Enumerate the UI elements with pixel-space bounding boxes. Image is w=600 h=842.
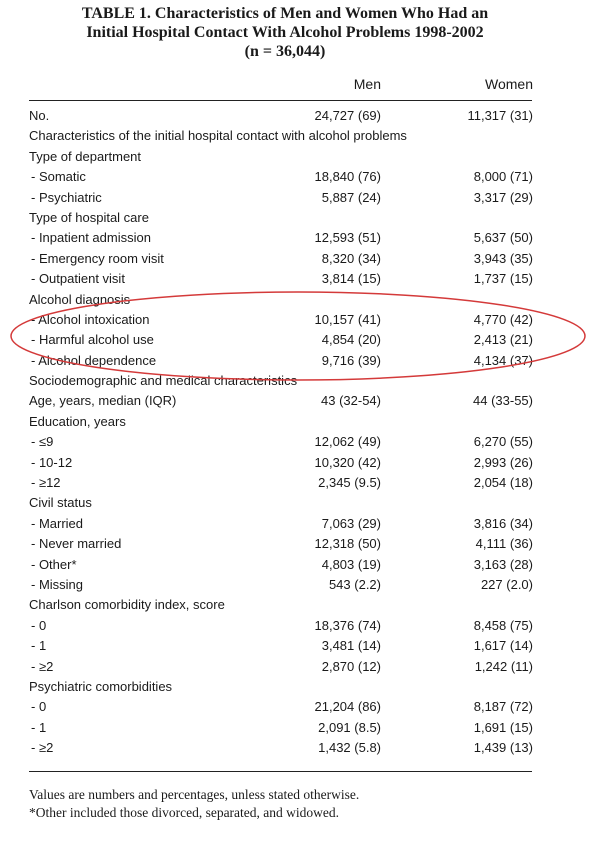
table-row bbox=[29, 391, 532, 411]
column-header-row bbox=[29, 76, 532, 96]
men-value: 10,157 (41) bbox=[314, 311, 381, 327]
table-row bbox=[29, 188, 532, 208]
row-label: - 0 bbox=[31, 699, 47, 715]
row-label: - Psychiatric bbox=[31, 189, 102, 205]
women-value: 3,943 (35) bbox=[473, 250, 533, 266]
men-value: 4,803 (19) bbox=[321, 556, 381, 572]
table-title-line-2: Initial Hospital Contact With Alcohol Problems 1998-2002 bbox=[86, 24, 484, 41]
women-value: 8,187 (72) bbox=[473, 699, 533, 715]
footnote-other: *Other included those divorced, separated, and widowed. bbox=[29, 805, 340, 820]
table-row bbox=[29, 330, 532, 350]
column-header-men: Men bbox=[353, 76, 381, 92]
table-row bbox=[29, 636, 532, 656]
row-label: - Harmful alcohol use bbox=[31, 332, 154, 348]
women-value: 1,691 (15) bbox=[473, 719, 533, 735]
row-label: Type of hospital care bbox=[29, 209, 149, 225]
column-header-women: Women bbox=[485, 76, 533, 92]
table-row bbox=[29, 249, 532, 269]
table-row bbox=[29, 473, 532, 493]
men-value: 18,840 (76) bbox=[314, 169, 381, 185]
men-value: 2,091 (8.5) bbox=[318, 719, 381, 735]
men-value: 4,854 (20) bbox=[321, 332, 381, 348]
row-label: - 0 bbox=[31, 617, 47, 633]
table-row bbox=[29, 269, 532, 289]
row-label: Type of department bbox=[29, 148, 142, 164]
row-label: - ≤9 bbox=[31, 434, 54, 450]
row-label: - Married bbox=[31, 515, 84, 531]
men-value: 3,814 (15) bbox=[321, 271, 381, 287]
men-value: 2,345 (9.5) bbox=[318, 475, 381, 491]
women-value: 1,737 (15) bbox=[473, 271, 533, 287]
women-value: 6,270 (55) bbox=[473, 434, 533, 450]
women-value: 4,111 (36) bbox=[475, 536, 533, 552]
table-row bbox=[29, 738, 532, 758]
table-body bbox=[29, 106, 532, 759]
women-value: 4,134 (37) bbox=[473, 352, 533, 368]
men-value: 5,887 (24) bbox=[321, 189, 381, 205]
row-label: - Inpatient admission bbox=[31, 230, 151, 246]
table-row bbox=[29, 310, 532, 330]
row-label: Charlson comorbidity index, score bbox=[29, 597, 225, 613]
table-row bbox=[29, 616, 532, 636]
row-label: - Somatic bbox=[31, 169, 86, 185]
men-value: 1,432 (5.8) bbox=[318, 740, 381, 756]
row-label: - 10-12 bbox=[31, 454, 73, 470]
table-row bbox=[29, 493, 532, 513]
table-row bbox=[29, 657, 532, 677]
men-value: 2,870 (12) bbox=[321, 658, 381, 674]
women-value: 3,163 (28) bbox=[473, 556, 533, 572]
row-label: - ≥12 bbox=[31, 475, 61, 491]
table-row bbox=[29, 453, 532, 473]
men-value: 3,481 (14) bbox=[321, 638, 381, 654]
men-value: 12,593 (51) bbox=[314, 230, 381, 246]
women-value: 3,317 (29) bbox=[473, 189, 533, 205]
table-title-sample-size: (n = 36,044) bbox=[244, 43, 326, 60]
table-row bbox=[29, 167, 532, 187]
table-row bbox=[29, 371, 532, 391]
men-value: 18,376 (74) bbox=[314, 617, 381, 633]
table-row bbox=[29, 595, 532, 615]
row-label: Age, years, median (IQR) bbox=[29, 393, 177, 409]
men-value: 24,727 (69) bbox=[314, 108, 381, 123]
women-value: 227 (2.0) bbox=[480, 576, 533, 592]
table-row bbox=[29, 208, 532, 228]
table-title bbox=[0, 4, 570, 61]
row-label: - ≥2 bbox=[31, 740, 54, 756]
row-label: Sociodemographic and medical characteristics bbox=[29, 373, 298, 389]
row-label: - Alcohol intoxication bbox=[31, 311, 150, 327]
row-label: - Emergency room visit bbox=[31, 250, 164, 266]
table-footnotes bbox=[29, 786, 589, 822]
row-label: - Missing bbox=[31, 576, 84, 592]
row-label: - Outpatient visit bbox=[31, 271, 125, 287]
women-value: 2,413 (21) bbox=[473, 332, 533, 348]
table-bottom-rule bbox=[29, 771, 532, 772]
women-value: 44 (33-55) bbox=[473, 393, 533, 409]
women-value: 1,617 (14) bbox=[473, 638, 533, 654]
table-row bbox=[29, 290, 532, 310]
women-value: 5,637 (50) bbox=[473, 230, 533, 246]
women-value: 2,054 (18) bbox=[473, 475, 533, 491]
table-row bbox=[29, 351, 532, 371]
footnote-values: Values are numbers and percentages, unless stated otherwise. bbox=[29, 787, 360, 802]
row-label: Alcohol diagnosis bbox=[29, 291, 131, 307]
table-row bbox=[29, 412, 532, 432]
men-value: 43 (32-54) bbox=[321, 393, 381, 409]
row-label: - Never married bbox=[31, 536, 122, 552]
women-value: 11,317 (31) bbox=[467, 108, 533, 123]
men-value: 8,320 (34) bbox=[321, 250, 381, 266]
table-top-rule bbox=[29, 100, 532, 101]
men-value: 7,063 (29) bbox=[321, 515, 381, 531]
row-label: - ≥2 bbox=[31, 658, 54, 674]
men-value: 9,716 (39) bbox=[321, 352, 381, 368]
row-label: Education, years bbox=[29, 413, 126, 429]
row-label: - 1 bbox=[31, 719, 47, 735]
women-value: 1,439 (13) bbox=[473, 740, 533, 756]
row-label: - Other* bbox=[31, 556, 77, 572]
table-row bbox=[29, 555, 532, 575]
men-value: 543 (2.2) bbox=[328, 576, 381, 592]
row-label: No. bbox=[29, 108, 50, 123]
table-row bbox=[29, 126, 532, 146]
table-row bbox=[29, 432, 532, 452]
table-row bbox=[29, 106, 532, 126]
table-row bbox=[29, 697, 532, 717]
row-label: Civil status bbox=[29, 495, 92, 511]
row-label: Characteristics of the initial hospital contact with alcohol problems bbox=[29, 128, 407, 144]
row-label: Psychiatric comorbidities bbox=[29, 678, 173, 694]
women-value: 8,000 (71) bbox=[473, 169, 533, 185]
table-row bbox=[29, 147, 532, 167]
table-title-line-1: TABLE 1. Characteristics of Men and Women Who Had an bbox=[81, 5, 489, 22]
table-row bbox=[29, 228, 532, 248]
table-row bbox=[29, 677, 532, 697]
women-value: 1,242 (11) bbox=[474, 658, 533, 674]
row-label: - Alcohol dependence bbox=[31, 352, 157, 368]
table-row bbox=[29, 718, 532, 738]
women-value: 3,816 (34) bbox=[473, 515, 533, 531]
men-value: 12,318 (50) bbox=[314, 536, 381, 552]
table-row bbox=[29, 514, 532, 534]
women-value: 2,993 (26) bbox=[473, 454, 533, 470]
women-value: 4,770 (42) bbox=[473, 311, 533, 327]
table-row bbox=[29, 534, 532, 554]
men-value: 12,062 (49) bbox=[314, 434, 381, 450]
women-value: 8,458 (75) bbox=[473, 617, 533, 633]
table-row bbox=[29, 575, 532, 595]
men-value: 21,204 (86) bbox=[314, 699, 381, 715]
men-value: 10,320 (42) bbox=[314, 454, 381, 470]
row-label: - 1 bbox=[31, 638, 47, 654]
